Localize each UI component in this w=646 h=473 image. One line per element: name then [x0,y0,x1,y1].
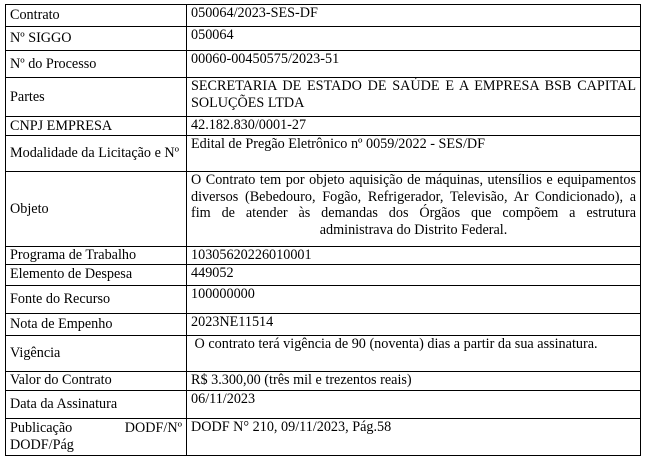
publicacao-label-dodf-no: DODF/Nº [124,420,182,436]
table-row [6,136,641,172]
publicacao-label-line [10,420,182,437]
table-row [6,51,641,78]
row-label-contrato: Contrato [6,5,187,27]
row-label-valor: Valor do Contrato [6,371,187,390]
row-label-fonte: Fonte do Recurso [6,285,187,313]
table-row [6,5,641,27]
table-row [6,78,641,117]
row-value-modalidade: Edital de Pregão Eletrônico nº 0059/2022 - SES/DF [187,136,641,172]
table-row [6,247,641,265]
row-value-contrato: 050064/2023-SES-DF [187,5,641,27]
row-value-vigencia: O contrato terá vigência de 90 (noventa) dias a partir da sua assinatura. [187,335,641,371]
row-label-modalidade: Modalidade da Licitação e Nº [6,136,187,172]
row-label-objeto: Objeto [6,172,187,247]
row-label-publicacao [6,418,187,455]
row-value-objeto: O Contrato tem por objeto aquisição de máquinas, utensílios e equipamentos diversos (Bebedouro, Fogão, Refrigerador, Televisão, Ar Condicionado), a fim de atender às demandas dos Órgãos que compõem a estrutura administrava do Distrito Federal. [187,172,641,247]
publicacao-label-dodf-pag: DODF/Pág [10,436,74,453]
row-label-vigencia: Vigência [6,335,187,371]
row-value-data-assinatura: 06/11/2023 [187,390,641,418]
table-row [6,390,641,418]
row-value-valor: R$ 3.300,00 (três mil e trezentos reais) [187,371,641,390]
table-row [6,264,641,285]
table-row [6,172,641,247]
table-row [6,285,641,313]
row-label-processo: Nº do Processo [6,51,187,78]
table-row [6,117,641,136]
table-row [6,27,641,51]
row-value-cnpj: 42.182.830/0001-27 [187,117,641,136]
table-row [6,371,641,390]
row-label-empenho: Nota de Empenho [6,313,187,335]
row-label-cnpj: CNPJ EMPRESA [6,117,187,136]
row-value-partes: SECRETARIA DE ESTADO DE SAÚDE E A EMPRESA BSB CAPITAL SOLUÇÕES LTDA [187,78,641,117]
row-value-publicacao: DODF N° 210, 09/11/2023, Pág.58 [187,418,641,455]
table-row [6,418,641,455]
row-label-elemento: Elemento de Despesa [6,264,187,285]
row-label-partes: Partes [6,78,187,117]
table-row [6,313,641,335]
row-value-empenho: 2023NE11514 [187,313,641,335]
row-value-processo: 00060-00450575/2023-51 [187,51,641,78]
row-value-elemento: 449052 [187,264,641,285]
row-value-siggo: 050064 [187,27,641,51]
table-row [6,335,641,371]
row-label-data-assinatura: Data da Assinatura [6,390,187,418]
row-value-programa: 10305620226010001 [187,247,641,265]
contract-summary-table [5,4,641,456]
row-value-fonte: 100000000 [187,285,641,313]
publicacao-label-word: Publicação [10,420,73,436]
row-label-programa: Programa de Trabalho [6,247,187,265]
row-label-siggo: Nº SIGGO [6,27,187,51]
